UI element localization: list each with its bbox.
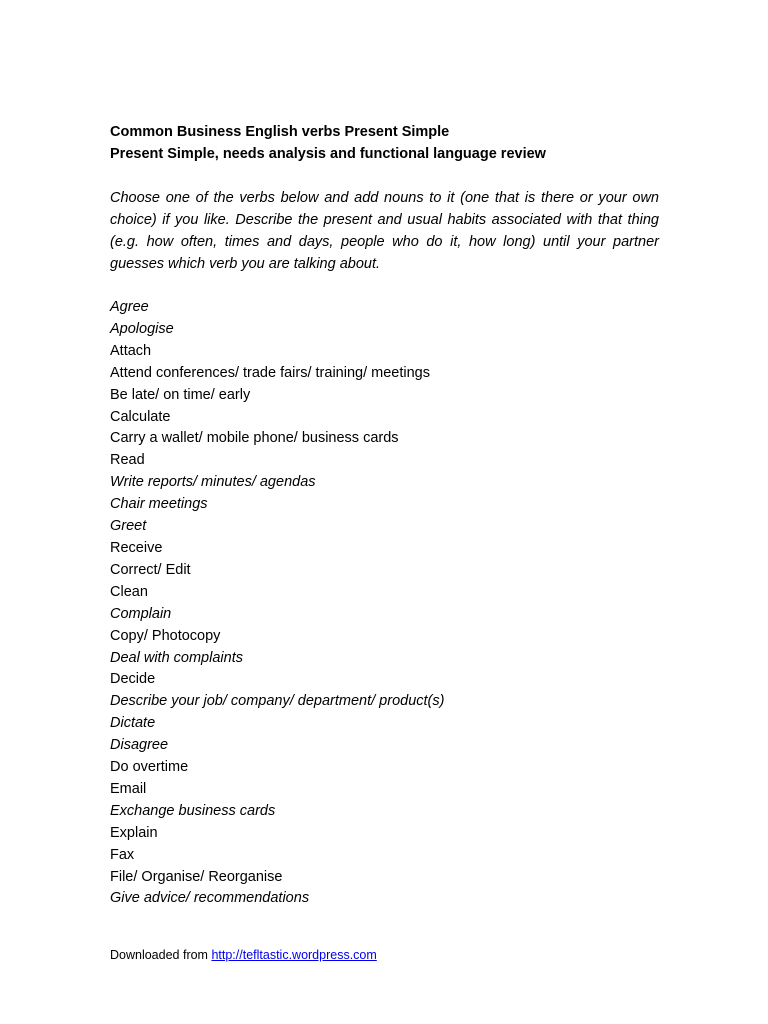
verb-list-item: Describe your job/ company/ department/ product(s): [110, 693, 445, 710]
verb-list-item: Exchange business cards: [110, 802, 276, 819]
verb-list-item: Do overtime: [110, 759, 189, 776]
verb-list-item: Complain: [110, 605, 172, 622]
verb-list-item: Email: [110, 780, 147, 797]
verb-list-item: Copy/ Photocopy: [110, 627, 221, 644]
verb-list-item: Calculate: [110, 408, 171, 425]
verb-list-item: Agree: [110, 299, 149, 315]
verb-list-item: Carry a wallet/ mobile phone/ business cards: [110, 430, 399, 447]
instructions-paragraph: Choose one of the verbs below and add nouns to it (one that is there or your own choice) if you like. Describe the present and usual habits associated with that thing (e.g. how often, times and days, people who do it, how long) until your partner guesses which verb you are talking about.: [110, 190, 659, 272]
verb-list-item: Fax: [110, 846, 135, 863]
verb-list-item: File/ Organise/ Reorganise: [110, 868, 283, 885]
verb-list-item: Be late/ on time/ early: [110, 386, 251, 403]
verb-list-item: Greet: [110, 518, 147, 535]
verb-list-item: Decide: [110, 671, 156, 688]
document-title: Common Business English verbs Present Simple: [110, 124, 450, 140]
verb-list-item: Receive: [110, 539, 163, 556]
footer-prefix: Downloaded from: [110, 948, 212, 962]
verb-list-item: Explain: [110, 824, 158, 841]
source-link[interactable]: http://tefltastic.wordpress.com: [211, 948, 377, 962]
verb-list-item: Chair meetings: [110, 496, 208, 513]
document-subtitle: Present Simple, needs analysis and functional language review: [110, 146, 546, 162]
verb-list-item: Write reports/ minutes/ agendas: [110, 474, 316, 491]
verb-list-item: Clean: [110, 583, 148, 600]
verb-list-item: Give advice/ recommendations: [110, 890, 310, 907]
verb-list-item: Disagree: [110, 737, 169, 754]
verb-list-item: Correct/ Edit: [110, 561, 191, 578]
document-body: [110, 121, 659, 910]
verb-list-item: Attend conferences/ trade fairs/ training/ meetings: [110, 364, 430, 381]
verb-list-item: Read: [110, 452, 145, 469]
verb-list-item: Apologise: [110, 320, 174, 337]
verb-list-item: Attach: [110, 342, 152, 359]
verb-list-item: Dictate: [110, 715, 156, 732]
verb-list-item: Deal with complaints: [110, 649, 243, 666]
download-footer: [110, 946, 377, 964]
verb-list: [110, 297, 659, 910]
